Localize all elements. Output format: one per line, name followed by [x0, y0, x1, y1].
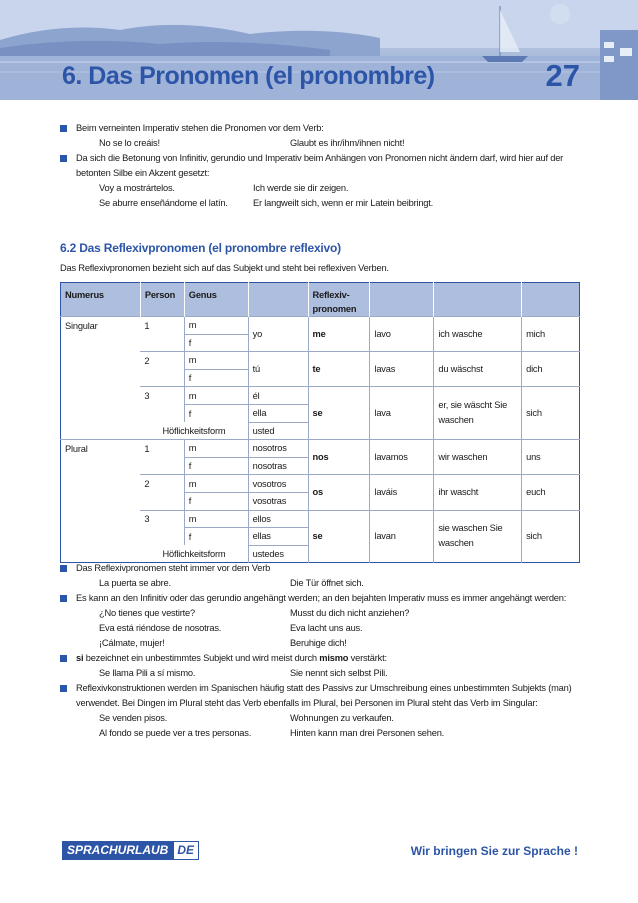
example-row: ¡Cálmate, mujer! Beruhige dich! [99, 638, 347, 648]
table-header-row [61, 283, 580, 317]
cell-genus: m [184, 440, 248, 458]
cell-genus: f [184, 457, 248, 475]
cell-person: 2 [140, 475, 184, 493]
table-row [61, 510, 580, 528]
cell-genus: m [184, 352, 248, 370]
bullet-accent-rule: Da sich die Betonung von Infinitiv, gerundio und Imperativ beim Anhängen von Pronomen nicht ändern darf, wird hier auf der betonten Silbe ein Akzent gesetzt: [60, 151, 580, 181]
intro-bullets [60, 121, 580, 211]
header-numerus: Numerus [61, 283, 141, 317]
cell-pronoun: ellas [248, 528, 308, 546]
example-row: No se lo creáis! Glaubt es ihr/ihm/ihnen nicht! [99, 138, 405, 148]
cell-translation: ihr wascht [434, 475, 522, 510]
cell-genus: m [184, 475, 248, 493]
cell-genus: f [184, 404, 248, 422]
bullet-square-icon [60, 655, 67, 662]
cell-object: dich [522, 352, 580, 387]
cell-genus: f [184, 492, 248, 510]
reflexive-pronoun-table [60, 282, 580, 563]
cell-pronoun: nosotras [248, 457, 308, 475]
cell-person: 3 [140, 510, 184, 528]
bullet-square-icon [60, 595, 67, 602]
cell-verb: lava [370, 387, 434, 440]
cell-translation: er, sie wäscht Sie waschen [434, 387, 522, 440]
table-row [61, 387, 580, 405]
bullet-square-icon [60, 155, 67, 162]
cell-verb: lavan [370, 510, 434, 563]
cell-object: sich [522, 387, 580, 440]
cell-pronoun: vosotros [248, 475, 308, 493]
example-row: Eva está riéndose de nosotras. Eva lacht uns aus. [99, 623, 363, 633]
section-intro: Das Reflexivpronomen bezieht sich auf das Subjekt und steht bei reflexiven Verben. [60, 263, 389, 273]
header-genus: Genus [184, 283, 248, 317]
bullet-square-icon [60, 125, 67, 132]
cell-genus: m [184, 510, 248, 528]
cell-reflexive: se [308, 387, 370, 440]
sprachurlaub-logo[interactable] [62, 841, 199, 860]
cell-pronoun: tú [248, 352, 308, 387]
example-row: La puerta se abre. Die Tür öffnet sich. [99, 578, 364, 588]
cell-genus: m [184, 387, 248, 405]
cell-politeness-form: Höflichkeitsform [162, 425, 226, 436]
bullet-reflexive-passive: Reflexivkonstruktionen werden im Spanischen häufig statt des Passivs zur Umschreibung eines unbestimmten Subjekts (man) verwendet. Bei Dingen im Plural steht das Verb ebenfalls im Plural, bei Personen im Plural steht das Verb im Singular: [60, 681, 580, 711]
cell-translation: du wäschst [434, 352, 522, 387]
page-title: 6. Das Pronomen (el pronombre) [62, 62, 435, 90]
table-row [61, 475, 580, 493]
cell-pronoun: vosotras [248, 492, 308, 510]
example-row: Voy a mostrártelos. Ich werde sie dir zeigen. [99, 183, 349, 193]
cell-reflexive: os [308, 475, 370, 510]
header-c8 [522, 283, 580, 317]
cell-pronoun: ella [248, 404, 308, 422]
bullet-attachment: Es kann an den Infinitiv oder das gerundio angehängt werden; an den bejahten Imperativ muss es immer angehängt werden: [60, 591, 580, 606]
example-row: Se llama Pili a sí mismo. Sie nennt sich selbst Pili. [99, 668, 388, 678]
cell-politeness-form: Höflichkeitsform [162, 548, 226, 559]
cell-verb: laváis [370, 475, 434, 510]
cell-reflexive: nos [308, 440, 370, 475]
cell-numerus: Singular [61, 317, 141, 335]
cell-translation: wir waschen [434, 440, 522, 475]
cell-verb: lavo [370, 317, 434, 352]
cell-translation: sie waschen Sie waschen [434, 510, 522, 563]
bullet-square-icon [60, 565, 67, 572]
cell-person: 1 [140, 440, 184, 458]
cell-numerus: Plural [61, 440, 141, 458]
logo-suffix: DE [173, 841, 199, 860]
bullet-square-icon [60, 685, 67, 692]
cell-object: euch [522, 475, 580, 510]
page-number: 27 [545, 58, 580, 93]
cell-pronoun: ustedes [248, 545, 308, 563]
cell-genus: f [184, 528, 248, 546]
cell-verb: lavamos [370, 440, 434, 475]
cell-pronoun: usted [248, 422, 308, 440]
cell-genus: f [184, 334, 248, 352]
cell-reflexive: me [308, 317, 370, 352]
table-row [61, 317, 580, 335]
example-row: Al fondo se puede ver a tres personas. Hinten kann man drei Personen sehen. [99, 728, 445, 738]
header-blank [248, 283, 308, 317]
cell-pronoun: él [248, 387, 308, 405]
cell-pronoun: yo [248, 317, 308, 352]
section-title: 6.2 Das Reflexivpronomen (el pronombre reflexivo) [60, 241, 341, 255]
cell-object: mich [522, 317, 580, 352]
example-row: ¿No tienes que vestirte? Musst du dich nicht anziehen? [99, 608, 410, 618]
table-row [61, 352, 580, 370]
bullet-before-verb: Das Reflexivpronomen steht immer vor dem Verb [60, 561, 580, 576]
cell-person: 2 [140, 352, 184, 370]
table-row [61, 440, 580, 458]
header-c7 [434, 283, 522, 317]
cell-genus: m [184, 317, 248, 335]
cell-object: uns [522, 440, 580, 475]
cell-object: sich [522, 510, 580, 563]
cell-genus: f [184, 369, 248, 387]
usage-bullets [60, 561, 580, 741]
header-banner [0, 0, 638, 100]
cell-pronoun: ellos [248, 510, 308, 528]
header-c6 [370, 283, 434, 317]
header-reflexiv: Reflexiv-pronomen [308, 283, 370, 317]
cell-reflexive: se [308, 510, 370, 563]
cell-reflexive: te [308, 352, 370, 387]
footer-slogan: Wir bringen Sie zur Sprache ! [410, 844, 578, 858]
header-person: Person [140, 283, 184, 317]
cell-person: 1 [140, 317, 184, 335]
example-row: Se aburre enseñándome el latín. Er langweilt sich, wenn er mir Latein beibringt. [99, 198, 434, 208]
cell-pronoun: nosotros [248, 440, 308, 458]
logo-main: SPRACHURLAUB [62, 841, 173, 860]
cell-translation: ich wasche [434, 317, 522, 352]
bullet-si-mismo: si bezeichnet ein unbestimmtes Subjekt und wird meist durch mismo verstärkt: [60, 651, 580, 666]
example-row: Se venden pisos. Wohnungen zu verkaufen. [99, 713, 394, 723]
cell-person: 3 [140, 387, 184, 405]
cell-verb: lavas [370, 352, 434, 387]
bullet-negated-imperative: Beim verneinten Imperativ stehen die Pronomen vor dem Verb: [60, 121, 580, 136]
